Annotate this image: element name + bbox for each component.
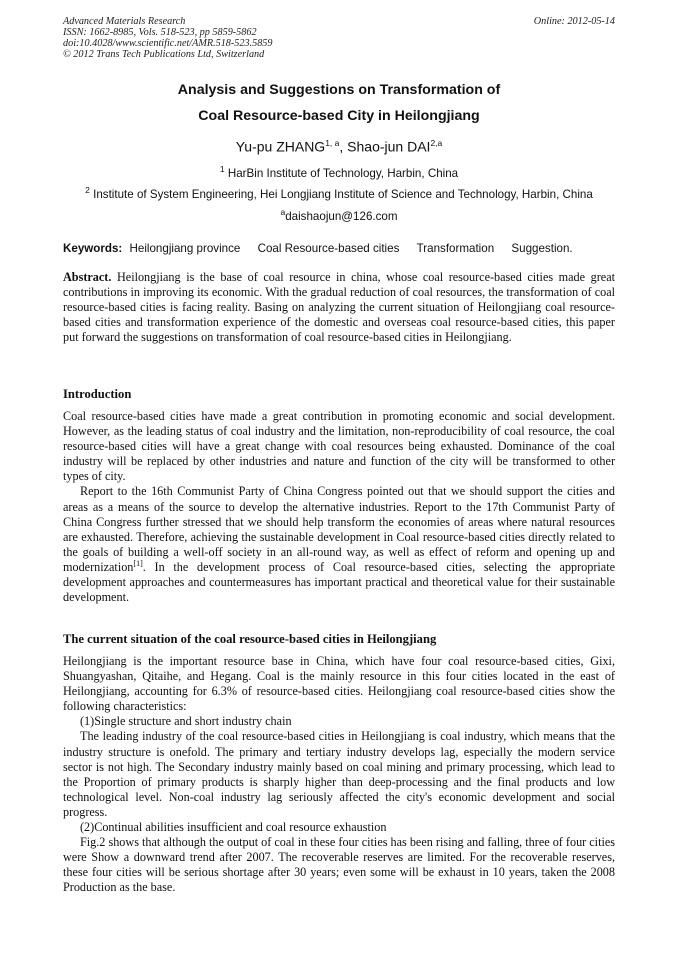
journal-issn: ISSN: 1662-8985, Vols. 518-523, pp 5859-5862: [63, 27, 257, 38]
abstract-label: Abstract.: [63, 270, 112, 284]
paper-title-line-1: Analysis and Suggestions on Transformation of: [177, 82, 501, 98]
abstract: [63, 270, 615, 345]
characteristic-item-1: (1)Single structure and short industry chain: [80, 714, 292, 729]
introduction-heading: Introduction: [63, 387, 132, 401]
journal-header: [63, 16, 272, 60]
current-situation-body: [63, 654, 615, 896]
current-situation-heading: The current situation of the coal resource-based cities in Heilongjiang: [63, 632, 437, 646]
keyword-item: Heilongjiang province: [129, 242, 241, 255]
keyword-item: Transformation: [416, 242, 495, 255]
keywords-label: Keywords:: [63, 242, 123, 255]
affiliation-2-text: Institute of System Engineering, Hei Longjiang Institute of Science and Technology, Harbin, China: [93, 187, 593, 201]
affiliation-2-mark: 2: [85, 185, 90, 195]
author-1-affiliation-mark: 1, a: [325, 138, 340, 148]
journal-copyright: © 2012 Trans Tech Publications Ltd, Switzerland: [63, 49, 265, 60]
affiliation-1-text: HarBin Institute of Technology, Harbin, China: [227, 166, 459, 180]
current-paragraph-1: Heilongjiang is the important resource base in China, which have four coal resource-based cities, Gixi, Shuangyashan, Qitaihe, and Hegang. Coal is the mainly resource in this four cities located in the east of Heilongjiang, accounting for 6.3% of resource-based cities. Heilongjiang coal resource-based cities show the following characteristics:: [63, 654, 615, 714]
keyword-item: Coal Resource-based cities: [257, 242, 400, 255]
corresponding-email: [0, 207, 678, 223]
author-2-affiliation-mark: 2,a: [430, 138, 443, 148]
citation-reference: [1]: [133, 558, 143, 568]
keyword-item: Suggestion.: [511, 242, 573, 255]
online-date: Online: 2012-05-14: [533, 16, 615, 27]
introduction-paragraph-2: Report to the 16th Communist Party of China Congress pointed out that we should support the cities and areas as a means of the source to develop the alternative industries. Report to the 17th Communist Party of China Congress further stressed that we should help transform the economies of areas where natural resources are exhausted. Therefore, achieving the sustainable development in Coal resource-based cities directly related to the goals of building a well-off society in an all-round way, as well as effect of reform and opening up and modernization[1]. In the development process of Coal resource-based cities, selecting the appropriate development approaches and countermeasures has important practical and theoretical value for their sustainable development.: [63, 484, 615, 605]
keywords: [63, 242, 573, 255]
affiliation-1-mark: 1: [219, 164, 225, 174]
author-list: [0, 138, 678, 155]
author-1: Yu-pu ZHANG: [235, 138, 326, 155]
affiliation-2: [0, 185, 678, 201]
introduction-body: [63, 409, 615, 605]
introduction-paragraph-1: Coal resource-based cities have made a great contribution in promoting economic and social development. However, as the leading status of coal industry and the limitation, non-reproducibility of coal resource, the coal resource-based cities will have a great change with coal resources being exhausted. Dominance of the coal industry will be replaced by other industries and nature and function of the city will be transformed to other types of city.: [63, 409, 615, 484]
journal-name: Advanced Materials Research: [63, 16, 186, 27]
affiliation-1: [0, 164, 678, 180]
author-2: Shao-jun DAI: [347, 138, 431, 155]
email-address: daishaojun@126.com: [285, 209, 398, 223]
current-paragraph-3: Fig.2 shows that although the output of coal in these four cities has been rising and falling, three of four cities were Show a downward trend after 2007. The recoverable reserves are limited. For the recoverable reserves, these four cities will be serious shortage after 30 years; even some will be exhaust in 10 years, taken the 2008 Production as the base.: [63, 835, 615, 895]
paper-title-line-2: Coal Resource-based City in Heilongjiang: [198, 108, 480, 124]
characteristic-item-2: (2)Continual abilities insufficient and coal resource exhaustion: [80, 820, 387, 835]
email-mark: a: [280, 207, 286, 217]
current-paragraph-2: The leading industry of the coal resource-based cities in Heilongjiang is coal industry, which means that the industry structure is onefold. The primary and tertiary industry develops lag, especially the modern service sector is not high. The Secondary industry mainly based on coal mining and primary processing, which lead to the Proportion of primary products is sharply higher than deep-processing and the final products and low technological level. Non-coal industry lag seriously affected the city's economic development and social progress.: [63, 729, 615, 819]
author-separator: ,: [339, 138, 348, 155]
journal-doi: doi:10.4028/www.scientific.net/AMR.518-523.5859: [63, 38, 273, 49]
abstract-text: Heilongjiang is the base of coal resource in china, whose coal resource-based cities made great contributions in improving its economic. With the gradual reduction of coal resources, the transformation of coal resource-based cities is facing reality. Basing on analyzing the current situation of Heilongjiang coal resource-based cities and transformation experience of the domestic and overseas coal resource-based cities, this paper put forward the suggestions on transformation of coal resource-based cities in Heilongjiang.: [63, 270, 615, 345]
